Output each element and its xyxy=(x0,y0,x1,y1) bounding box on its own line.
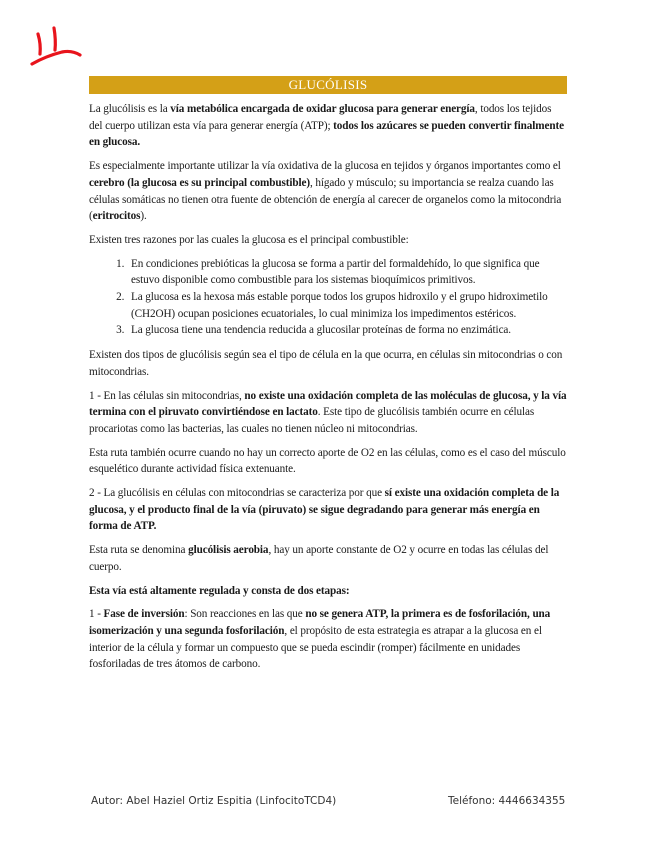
handwritten-logo xyxy=(28,22,84,72)
list-item: 1. En condiciones prebióticas la glucosa se forma a partir del formaldehído, lo que significa que estuvo disponible como combustible para los sistemas bioquímicos primitivos. xyxy=(127,256,567,289)
list-item: 2. La glucosa es la hexosa más estable porque todos los grupos hidroxilo y el grupo hidroximetilo (CH2OH) ocupan posiciones ecuatoriales, lo cual minimiza los impedimentos estéricos. xyxy=(127,289,567,322)
footer-author: Autor: Abel Haziel Ortiz Espitia (LinfocitoTCD4) xyxy=(91,795,337,807)
document-body xyxy=(89,101,567,680)
route-note: Esta ruta también ocurre cuando no hay un correcto aporte de O2 en las células, como es el caso del músculo esquelético durante actividad física extenuante. xyxy=(89,446,566,476)
reasons-intro: Existen tres razones por las cuales la glucosa es el principal combustible: xyxy=(89,233,409,246)
importance-paragraph: Es especialmente importante utilizar la vía oxidativa de la glucosa en tejidos y órganos importantes como el cerebro (la glucosa es su principal combustible), hígado y músculo; su importancia se realza cuando las células somáticas no tienen otra fuente de obtención de energía al carecer de organelos como la mitocondria (eritrocitos). xyxy=(89,160,562,223)
footer-phone: Teléfono: 4446634355 xyxy=(448,795,566,807)
reasons-list xyxy=(89,256,567,340)
phase1-paragraph: 1 - Fase de inversión: Son reacciones en las que no se genera ATP, la primera es de fosforilación, una isomerización y una segunda fosforilación, el propósito de esta estrategia es atrapar a la glucosa en el interior de la célula y formar un compuesto que se pueda escindir (romper) fácilmente en unidades fosforiladas de tres átomos de carbono. xyxy=(89,608,551,671)
type1-paragraph: 1 - En las células sin mitocondrias, no existe una oxidación completa de las moléculas de glucosa, y la vía termina con el piruvato convirtiéndose en lactato. Este tipo de glucólisis también ocurre en células procariotas como las bacterias, las cuales no tienen núcleo ni mitocondrias. xyxy=(89,389,567,435)
regulated-heading: Esta vía está altamente regulada y consta de dos etapas: xyxy=(89,584,350,597)
intro-paragraph: La glucólisis es la vía metabólica encargada de oxidar glucosa para generar energía, todos los tejidos del cuerpo utilizan esta vía para generar energía (ATP); todos los azúcares se pueden convertir finalmente en glucosa. xyxy=(89,103,565,149)
aerobic-paragraph: Esta ruta se denomina glucólisis aerobia, hay un aporte constante de O2 y ocurre en todas las células del cuerpo. xyxy=(89,544,549,573)
page-title: GLUCÓLISIS xyxy=(89,76,567,94)
types-intro: Existen dos tipos de glucólisis según sea el tipo de célula en la que ocurra, en células sin mitocondrias o con mitocondrias. xyxy=(89,349,563,378)
list-item: 3. La glucosa tiene una tendencia reducida a glucosilar proteínas de forma no enzimática. xyxy=(127,322,567,339)
type2-paragraph: 2 - La glucólisis en células con mitocondrias se caracteriza por que sí existe una oxidación completa de la glucosa, y el producto final de la vía (piruvato) se sigue degradando para generar más energía en forma de ATP. xyxy=(89,487,560,533)
